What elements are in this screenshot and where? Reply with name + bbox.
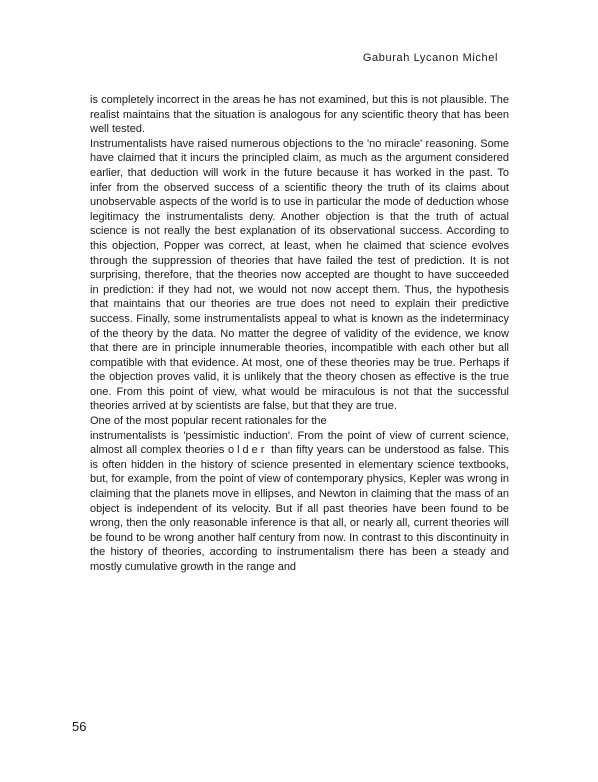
paragraph: One of the most popular recent rationales for the (90, 415, 327, 428)
running-header: Gaburah Lycanon Michel (362, 52, 498, 64)
body-text (90, 93, 509, 575)
paragraph: Instrumentalists have raised numerous objections to the 'no miracle' reasoning. Some have claimed that it incurs the principled claim, as much as the argument considered earlier, that deduction will work in the future because it has worked in the past. To infer from the observed success of a scientific theory the truth of its claims about unobservable aspects of the world is to use in particular the mode of deduction whose legitimacy the instrumentalists deny. Another objection is that the truth of actual science is not really the best explanation of its observational success. According to this objection, Popper was correct, at least, when he claimed that science evolves through the suppression of theories that have failed the test of prediction. It is not surprising, therefore, that the theories now accepted are thought to have succeeded in prediction: if they had not, we would not now accept them. Thus, the hypothesis that maintains that our theories are true does not need to explain their predictive success. Finally, some instrumentalists appeal to what is known as the indeterminacy of the theory by the data. No matter the degree of validity of the evidence, we know that there are in principle innumerable theories, incompatible with each other but all compatible with that evidence. At most, one of these theories may be true. Perhaps if the objection proves valid, it is unlikely that the theory chosen as effective is the true one. From this point of view, what would be miraculous is not that the successful theories arrived at by scientists are false, but that they are true. (90, 137, 509, 413)
letter-spaced-word: older (228, 444, 268, 457)
paragraph-text: than fifty years can be understood as false. This is often hidden in the history of science presented in elementary science textbooks, but, for example, from the point of view of contemporary physics, Kepler was wrong in claiming that the planets move in ellipses, and Newton in claiming that the mass of an object is independent of its velocity. But if all past theories have been found to be wrong, then the only reasonable inference is that all, or nearly all, current theories will be found to be wrong another half century from now. In contrast to this discontinuity in the history of theories, according to instrumentalism there has been a steady and mostly cumulative growth in the range and (90, 444, 509, 573)
paragraph-text: instrumentalists is 'pessimistic induction'. From the point of view of current science, almost all complex theories (90, 429, 509, 457)
paragraph: is completely incorrect in the areas he has not examined, but this is not plausible. The realist maintains that the situation is analogous for any scientific theory that has been well tested. (90, 94, 509, 136)
page-number: 56 (72, 719, 87, 734)
paragraph (90, 429, 509, 575)
